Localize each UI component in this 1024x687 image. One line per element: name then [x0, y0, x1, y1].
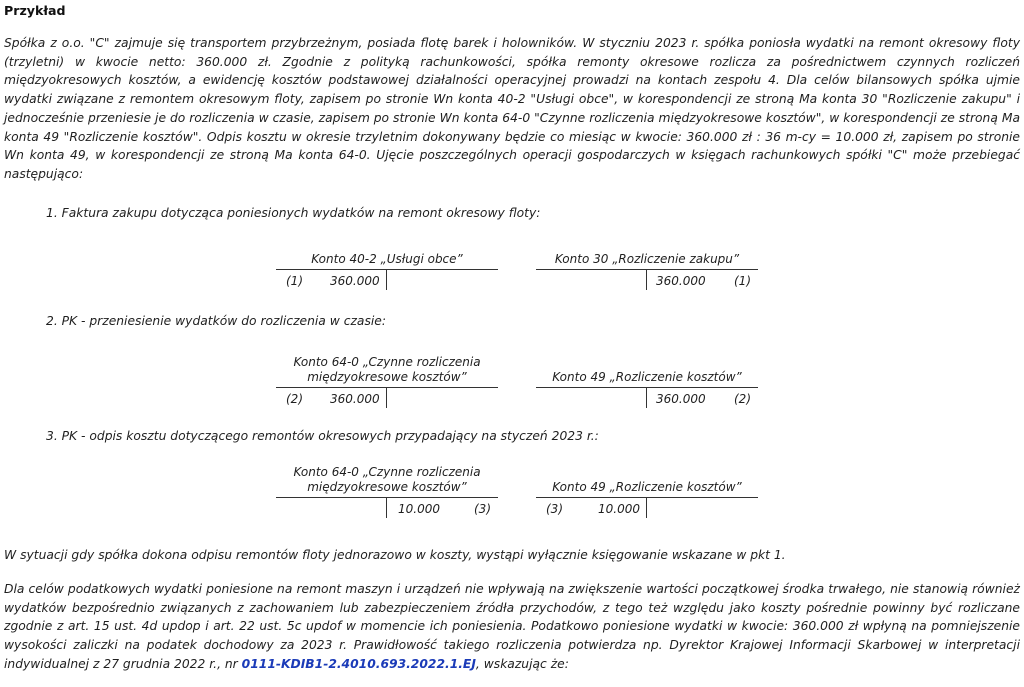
t-account-top-line [276, 497, 498, 498]
t-account-49-b [536, 478, 758, 518]
entry-ref: (2) [734, 392, 751, 406]
t-account-top-line [276, 387, 498, 388]
debit-amount: 10.000 [598, 502, 640, 516]
tax-paragraph [4, 580, 1020, 674]
intro-paragraph: Spółka z o.o. "C" zajmuje się transportem przybrzeżnym, posiada flotę barek i holowników. W styczniu 2023 r. spółka poniosła wydatki na remont okresowy floty (trzyletni) w kwocie netto: 360.000 zł. Zgodnie z polityką rachunkowości, spółka remonty okresowe rozlicza za pośrednictwem czynnych rozliczeń międzyokresowych kosztów, a ewidencję kosztów podstawowej działalności operacyjnej prowadzi na kontach zespołu 4. Dla celów bilansowych spółka ujmie wydatki związane z remontem okresowym floty, zapisem po stronie Wn konta 40-2 "Usługi obce", w korespondencji ze stroną Ma konta 30 "Rozliczenie zakupu" i jednocześnie przeniesie je do rozliczenia w czasie, zapisem po stronie Wn konta 64-0 "Czynne rozliczenia międzyokresowe kosztów", w korespondencji ze stroną Ma konta 49 "Rozliczenie kosztów". Odpis kosztu w okresie trzyletnim dokonywany będzie co miesiąc w kwocie: 360.000 zł : 36 m-cy = 10.000 zł, zapisem po stronie Wn konta 49, w korespondencji ze stroną Ma konta 64-0. Ujęcie poszczególnych operacji gospodarczych w księgach rachunkowych spółki "C" może przebiegać następująco: [4, 36, 1020, 181]
t-account-top-line [536, 269, 758, 270]
item-2-transfer: 2. PK - przeniesienie wydatków do rozliczenia w czasie: [46, 314, 387, 328]
entry-ref: (3) [474, 502, 491, 516]
t-account-divider [386, 270, 387, 290]
t-account-title: Konto 40-2 „Usługi obce” [311, 252, 463, 266]
t-account-title: Konto 30 „Rozliczenie zakupu” [554, 252, 740, 266]
t-account-title-line2: międzyokresowe kosztów” [307, 370, 467, 384]
t-account-title: Konto 49 „Rozliczenie kosztów” [552, 480, 742, 494]
t-account-30 [536, 250, 758, 290]
t-account-64-0-b [276, 465, 498, 518]
t-account-title: Konto 49 „Rozliczenie kosztów” [552, 370, 742, 384]
t-account-40-2 [276, 250, 498, 290]
credit-amount: 360.000 [656, 274, 706, 288]
interpretation-link[interactable]: 0111-KDIB1-2.4010.693.2022.1.EJ [241, 656, 476, 671]
t-account-top-line [536, 497, 758, 498]
entry-ref: (3) [546, 502, 563, 516]
tax-paragraph-end: , wskazując że: [475, 656, 569, 671]
t-account-49-a [536, 368, 758, 408]
entry-ref: (1) [734, 274, 751, 288]
item-1-invoice: 1. Faktura zakupu dotycząca poniesionych wydatków na remont okresowy floty: [46, 206, 541, 220]
entry-ref: (2) [286, 392, 303, 406]
t-account-divider [386, 388, 387, 408]
t-account-title-line2: międzyokresowe kosztów” [307, 480, 467, 494]
credit-amount: 10.000 [398, 502, 440, 516]
t-account-title [276, 355, 498, 385]
t-account-divider [646, 270, 647, 290]
credit-amount: 360.000 [656, 392, 706, 406]
t-account-title-line1: Konto 64-0 „Czynne rozliczenia [293, 465, 481, 479]
debit-amount: 360.000 [330, 274, 380, 288]
t-account-title-line1: Konto 64-0 „Czynne rozliczenia [293, 355, 481, 369]
t-account-title [276, 465, 498, 495]
t-account-divider [386, 498, 387, 518]
section-heading: Przykład [4, 3, 66, 18]
t-account-64-0-a [276, 355, 498, 408]
tax-paragraph-text: Dla celów podatkowych wydatki poniesione na remont maszyn i urządzeń nie wpływają na zwiększenie wartości początkowej środka trwałego, nie stanowią również wydatków bezpośrednio związanych z zachowaniem lub zabezpieczeniem źródła przychodów, z tego też względu jako koszty pośrednie powinny być rozliczane zgodnie z art. 15 ust. 4d updop i art. 22 ust. 5c updof w momencie ich poniesienia. Podatkowo poniesione wydatki w kwocie: 360.000 zł wpłyną na pomniejszenie wysokości zaliczki na podatek dochodowy za 2023 r. Prawidłowość takiego rozliczenia potwierdza np. Dyrektor Krajowej Informacji Skarbowej w interpretacji indywidualnej z 27 grudnia 2022 r., nr [4, 582, 1020, 671]
t-account-divider [646, 498, 647, 518]
entry-ref: (1) [286, 274, 303, 288]
note-paragraph: W sytuacji gdy spółka dokona odpisu remontów floty jednorazowo w koszty, wystąpi wyłącznie księgowanie wskazane w pkt 1. [4, 548, 786, 562]
t-account-top-line [276, 269, 498, 270]
debit-amount: 360.000 [330, 392, 380, 406]
t-account-divider [646, 388, 647, 408]
t-account-top-line [536, 387, 758, 388]
item-3-writeoff: 3. PK - odpis kosztu dotyczącego remontów okresowych przypadający na styczeń 2023 r.: [46, 429, 599, 443]
